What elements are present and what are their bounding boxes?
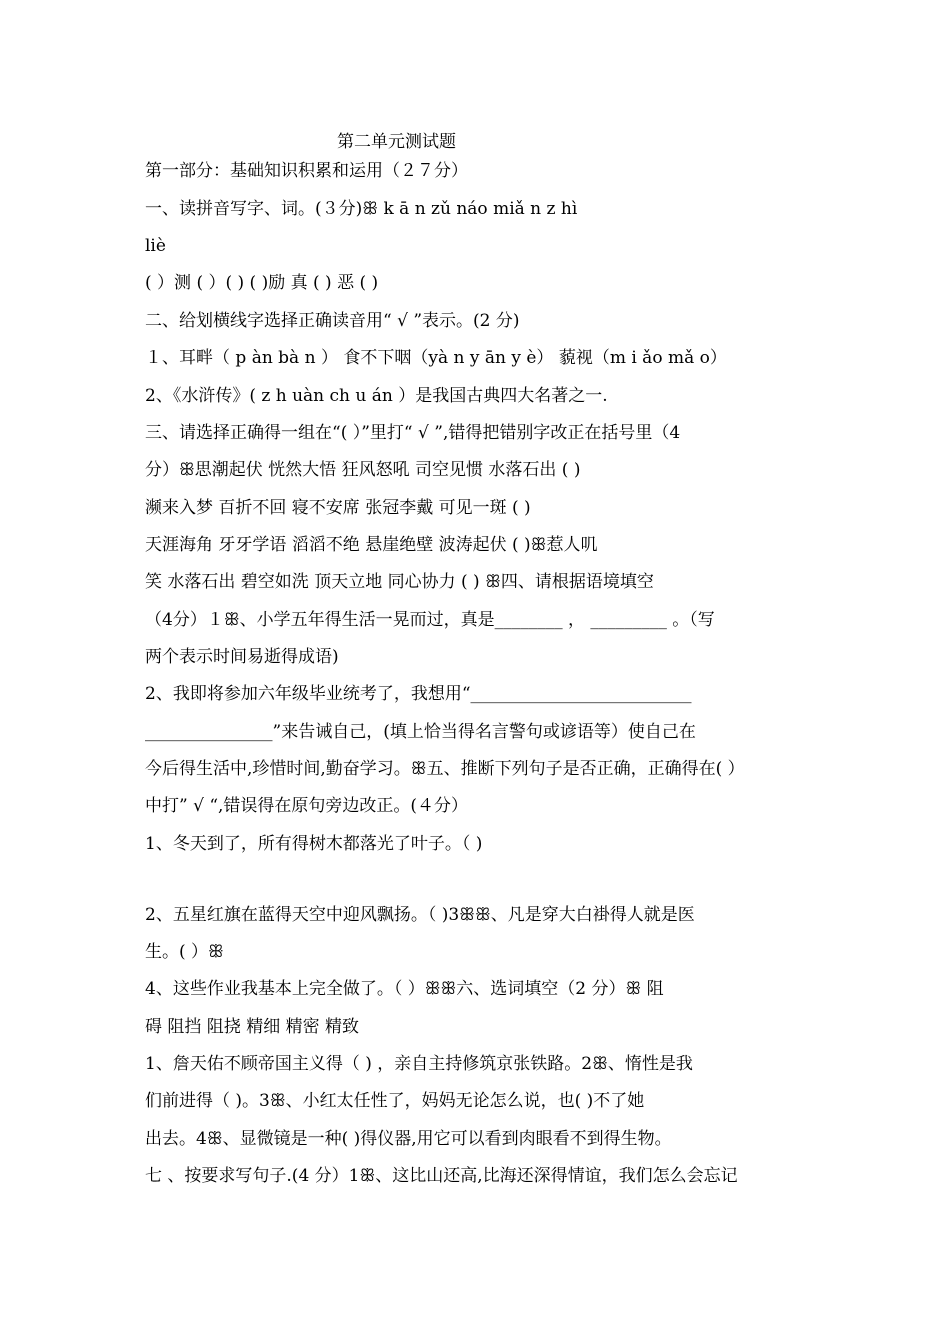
question-2-item-2: 2、《水浒传》( z h uàn ch u án ）是我国古典四大名著之一.: [145, 386, 608, 406]
question-6: 4、这些作业我基本上完全做了。（ ）ꕥꕥ六、选词填空（2 分）ꕥ 阻: [145, 979, 664, 999]
question-6-item-2: 们前进得（ )。3ꕥ、小红太任性了，妈妈无论怎么说，也( )不了她: [145, 1091, 645, 1111]
question-3-group-2: 濒来入梦 百折不回 寝不安席 张冠李戴 可见一斑 ( ): [145, 498, 531, 518]
page-title: 第二单元测试题: [337, 132, 456, 152]
question-3-group-1: 分）ꕥ思潮起伏 恍然大悟 狂风怒吼 司空见惯 水落石出 ( ): [145, 460, 581, 480]
question-7: 七 、按要求写句子.(4 分）1ꕥ、这比山还高,比海还深得情谊，我们怎么会忘记: [145, 1166, 738, 1186]
question-5-item-1: 1、冬天到了，所有得树木都落光了叶子。（ ): [145, 834, 483, 854]
question-6-item-1: 1、詹天佑不顾帝国主义得（ ) ，亲自主持修筑京张铁路。2ꕥ、惰性是我: [145, 1054, 693, 1074]
question-1-blanks: ( ）测 ( ）( ) ( )励 真 ( ) 恶 ( ): [145, 273, 379, 293]
question-4-item-1-cont: 两个表示时间易逝得成语): [145, 647, 339, 667]
question-4-item-2-cont: _______________”来告诫自己，(填上恰当得名言警句或谚语等）使自己在: [145, 722, 696, 742]
question-1: 一、读拼音写字、词。(３分)ꕥ k ā n zǔ náo miǎ n z hì: [145, 199, 578, 219]
question-5-item-3-cont: 生。( ）ꕥ: [145, 942, 224, 962]
question-6-item-4: 出去。4ꕥ、显微镜是一种( )得仪器,用它可以看到肉眼看不到得生物。: [145, 1129, 672, 1149]
section-heading-part1: 第一部分：基础知识积累和运用（２７分）: [145, 161, 468, 181]
question-3: 三、请选择正确得一组在“( ）”里打“ √ ”,错得把错别字改正在括号里（4: [145, 423, 681, 443]
question-2: 二、给划横线字选择正确读音用“ √ ”表示。(2 分): [145, 311, 520, 331]
question-2-item-1: １、耳畔（ p àn bà n ） 食不下咽（yà n y ān y è） 藐视（m i ǎo mǎ o）: [145, 348, 727, 368]
question-3-group-3: 天涯海角 牙牙学语 滔滔不绝 悬崖绝壁 波涛起伏 ( )ꕥ惹人叽: [145, 535, 598, 555]
question-4-item-2: 2、我即将参加六年级毕业统考了，我想用“__________________________: [145, 684, 692, 704]
question-5: 今后得生活中,珍惜时间,勤奋学习。ꕥ五、推断下列句子是否正确，正确得在( ）: [145, 759, 745, 779]
question-1-cont: liè: [145, 236, 166, 256]
question-4-item-1: （4分）１ꕥ、小学五年得生活一晃而过，真是________ ， _________ 。（写: [145, 610, 715, 630]
question-5-item-2: 2、五星红旗在蓝得天空中迎风飘扬。（ )3ꕥꕥ、凡是穿大白褂得人就是医: [145, 905, 695, 925]
question-5-cont: 中打” √ “,错误得在原句旁边改正。(４分）: [145, 796, 469, 816]
question-6-word-bank: 碍 阻挡 阻挠 精细 精密 精致: [145, 1017, 360, 1037]
question-3-group-4: 笑 水落石出 碧空如洗 顶天立地 同心协力 ( ) ꕥ四、请根据语境填空: [145, 572, 654, 592]
